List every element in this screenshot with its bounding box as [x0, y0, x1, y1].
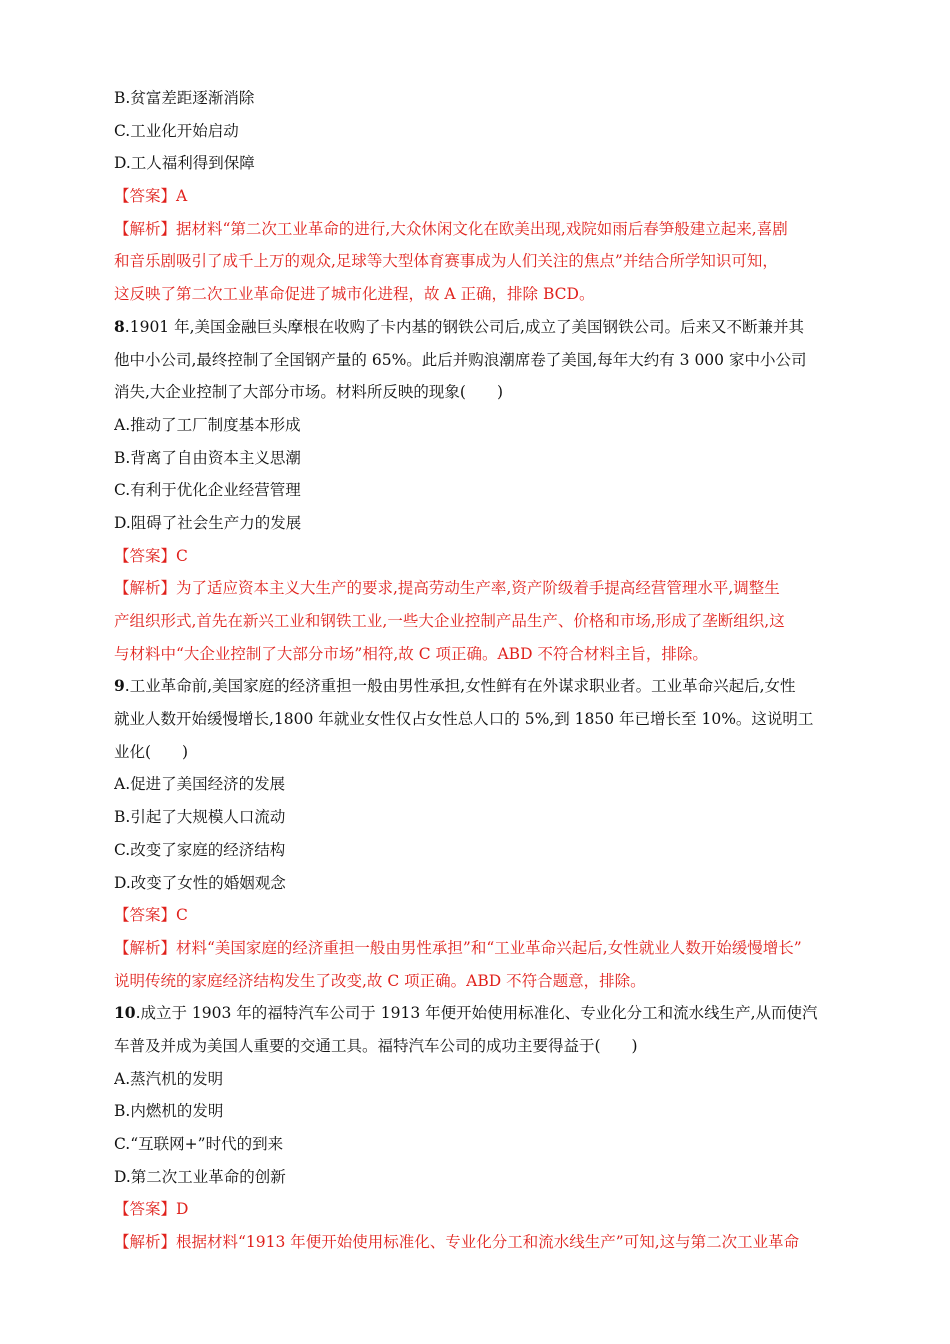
q7-analysis-line: 【解析】据材料“第二次工业革命的进行,大众休闲文化在欧美出现,戏院如雨后春笋般建立起来,喜剧 — [114, 219, 788, 238]
q9-answer: 【答案】C — [114, 906, 188, 925]
q7-analysis-line: 这反映了第二次工业革命促进了城市化进程，故 A 正确，排除 BCD。 — [114, 285, 595, 304]
q7-option-d: D.工人福利得到保障 — [114, 154, 255, 173]
q9-number: 9 — [114, 676, 125, 696]
q9-analysis-line: 说明传统的家庭经济结构发生了改变,故 C 项正确。ABD 不符合题意，排除。 — [114, 971, 646, 990]
q8-stem-text: .1901 年,美国金融巨头摩根在收购了卡内基的钢铁公司后,成立了美国钢铁公司。后来又不断兼并其 — [124, 317, 804, 336]
q9-option-b: B.引起了大规模人口流动 — [114, 808, 286, 827]
question-10-block — [114, 997, 840, 1259]
q8-stem-line: 他中小公司,最终控制了全国钢产量的 65%。此后并购浪潮席卷了美国,每年大约有 3 000 家中小公司 — [114, 350, 807, 369]
q8-option-a: A.推动了工厂制度基本形成 — [114, 415, 301, 434]
q10-option-a: A.蒸汽机的发明 — [114, 1069, 224, 1088]
q8-option-b: B.背离了自由资本主义思潮 — [114, 448, 301, 467]
q9-stem-line: 就业人数开始缓慢增长,1800 年就业女性仅占女性总人口的 5%,到 1850 年已增长至 10%。这说明工 — [114, 710, 814, 729]
q9-stem-text: .工业革命前,美国家庭的经济重担一般由男性承担,女性鲜有在外谋求职业者。工业革命兴起后,女性 — [124, 677, 796, 696]
q8-analysis-line: 产组织形式,首先在新兴工业和钢铁工业,一些大企业控制产品生产、价格和市场,形成了垄断组织,这 — [114, 612, 785, 630]
q10-answer: 【答案】D — [114, 1200, 189, 1219]
q10-number: 10 — [114, 1003, 136, 1023]
q8-analysis-line: 【解析】为了适应资本主义大生产的要求,提高劳动生产率,资产阶级着手提高经营管理水平,调整生 — [114, 579, 780, 598]
q8-stem-line — [114, 311, 840, 344]
q9-option-d: D.改变了女性的婚姻观念 — [114, 873, 286, 892]
q8-analysis-line: 与材料中“大企业控制了大部分市场”相符,故 C 项正确。ABD 不符合材料主旨，排除。 — [114, 644, 708, 663]
q8-option-d: D.阻碍了社会生产力的发展 — [114, 513, 302, 532]
question-8-block — [114, 311, 840, 671]
q10-stem-line — [114, 997, 840, 1030]
q10-stem-line: 车普及并成为美国人重要的交通工具。福特汽车公司的成功主要得益于( ) — [114, 1036, 638, 1055]
q10-option-b: B.内燃机的发明 — [114, 1102, 224, 1121]
q10-option-d: D.第二次工业革命的创新 — [114, 1167, 286, 1186]
question-7-block — [114, 82, 840, 311]
q9-option-a: A.促进了美国经济的发展 — [114, 775, 286, 794]
q8-option-c: C.有利于优化企业经营管理 — [114, 481, 301, 500]
q9-option-c: C.改变了家庭的经济结构 — [114, 840, 286, 859]
q9-analysis-line: 【解析】材料“美国家庭的经济重担一般由男性承担”和“工业革命兴起后,女性就业人数开始缓慢增长” — [114, 938, 802, 957]
question-9-block — [114, 670, 840, 997]
q8-stem-line: 消失,大企业控制了大部分市场。材料所反映的现象( ) — [114, 383, 504, 402]
q10-analysis-line: 【解析】根据材料“1913 年便开始使用标准化、专业化分工和流水线生产”可知,这与第二次工业革命 — [114, 1233, 800, 1252]
q10-option-c: C.“互联网+”时代的到来 — [114, 1135, 284, 1153]
q8-number: 8 — [114, 316, 125, 336]
q9-stem-line — [114, 670, 840, 703]
q7-answer: 【答案】A — [114, 187, 188, 206]
q7-option-b: B.贫富差距逐渐消除 — [114, 89, 255, 107]
q7-option-c: C.工业化开始启动 — [114, 121, 239, 140]
q10-stem-text: .成立于 1903 年的福特汽车公司于 1913 年便开始使用标准化、专业化分工和流水线生产,从而使汽 — [135, 1004, 818, 1023]
q7-analysis-line: 和音乐剧吸引了成千上万的观众,足球等大型体育赛事成为人们关注的焦点”并结合所学知识可知， — [114, 252, 778, 271]
q9-stem-line: 业化( ) — [114, 742, 189, 761]
q8-answer: 【答案】C — [114, 546, 188, 565]
